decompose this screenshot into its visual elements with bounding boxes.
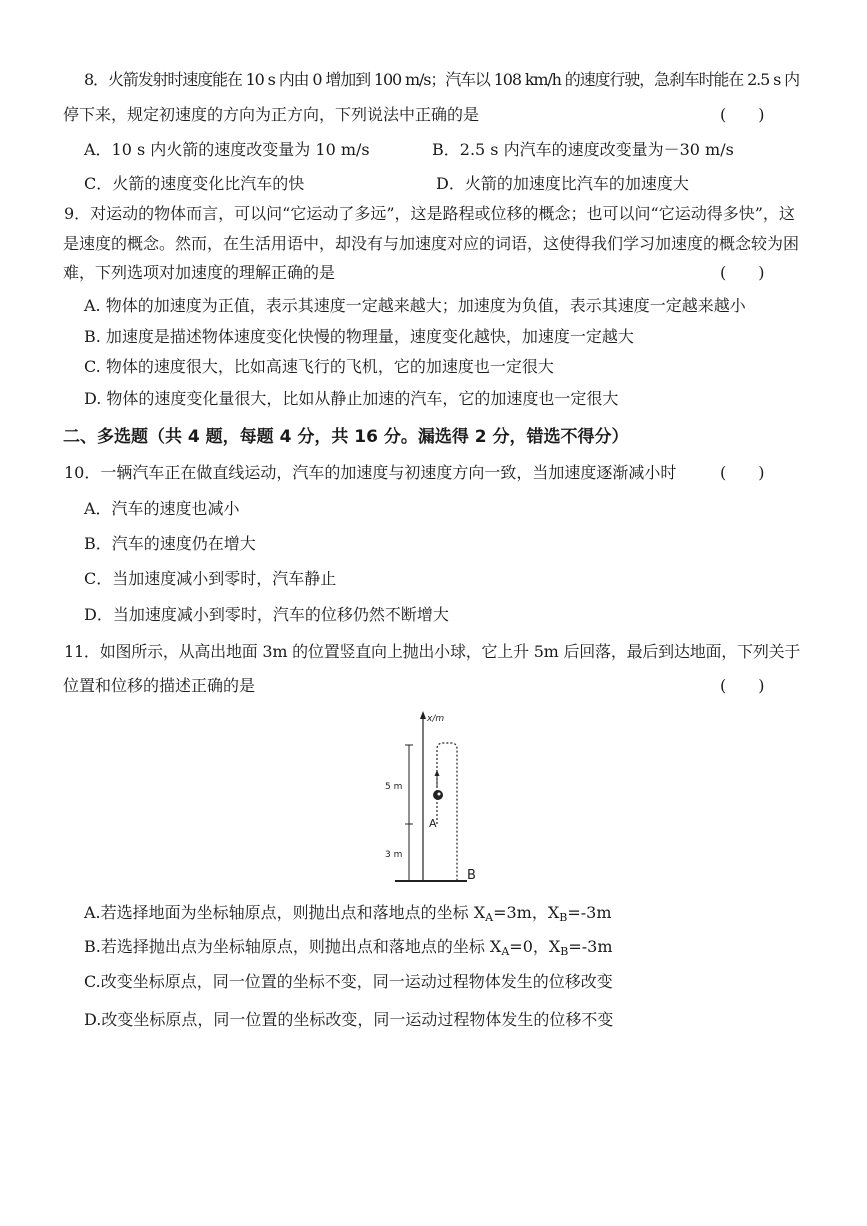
q11-option-a-post: =-3m [567, 903, 612, 922]
label-5m: 5 m [385, 782, 403, 792]
axis-arrow-icon [420, 711, 426, 719]
q10-option-c: C．当加速度减小到零时，汽车静止 [84, 569, 337, 588]
trajectory-path [437, 743, 457, 881]
q10-option-d: D．当加速度减小到零时，汽车的位移仍然不断增大 [84, 605, 449, 624]
q11-option-b-pre: B.若选择抛出点为坐标轴原点，则抛出点和落地点的坐标 X [84, 937, 502, 956]
q11-option-a-sub-b: B [559, 911, 568, 924]
q8-answer-blank[interactable]: ( ) [720, 105, 765, 124]
q9-option-b: B. 加速度是描述物体速度变化快慢的物理量，速度变化越快，加速度一定越大 [84, 327, 634, 346]
axis-label: x/m [427, 714, 445, 724]
q11-option-a-sub-a: A [485, 911, 494, 924]
q11-option-b-sub-a: A [501, 945, 510, 958]
q9-answer-blank[interactable]: ( ) [720, 263, 765, 282]
q8-option-d: D．火箭的加速度比汽车的加速度大 [436, 174, 689, 193]
q10-answer-blank[interactable]: ( ) [720, 463, 765, 482]
q11-option-c: C.改变坐标原点，同一位置的坐标不变，同一运动过程物体发生的位移改变 [84, 972, 613, 991]
q11-option-a [84, 903, 612, 928]
q11-figure [385, 707, 485, 887]
q8-stem-line1: 8．火箭发射时速度能在 10 s 内由 0 增加到 100 m/s；汽车以 108 km/h 的速度行驶，急刹车时能在 2.5 s 内 [84, 70, 799, 89]
q11-option-a-pre: A.若选择地面为坐标轴原点，则抛出点和落地点的坐标 X [84, 903, 486, 922]
label-3m: 3 m [385, 850, 403, 860]
q9-stem-line3: 难，下列选项对加速度的理解正确的是 [63, 263, 336, 282]
q11-stem-line2: 位置和位移的描述正确的是 [63, 676, 256, 695]
q10-option-b: B．汽车的速度仍在增大 [84, 534, 256, 553]
q11-answer-blank[interactable]: ( ) [720, 676, 765, 695]
q11-option-d: D.改变坐标原点，同一位置的坐标改变，同一运动过程物体发生的位移不变 [84, 1010, 614, 1029]
q10-option-a: A．汽车的速度也减小 [84, 499, 240, 518]
q10-stem: 10．一辆汽车正在做直线运动，汽车的加速度与初速度方向一致，当加速度逐渐减小时 [64, 463, 677, 482]
q11-option-b-sub-b: B [560, 945, 569, 958]
q11-stem-line1: 11．如图所示，从高出地面 3m 的位置竖直向上抛出小球，它上升 5m 后回落，最后到达地面，下列关于 [64, 642, 801, 661]
q9-option-a: A. 物体的加速度为正值，表示其速度一定越来越大；加速度为负值，表示其速度一定越来越小 [84, 296, 746, 315]
label-a: A [429, 817, 437, 830]
q8-option-b: B．2.5 s 内汽车的速度改变量为－30 m/s [432, 140, 734, 159]
q11-option-b [84, 937, 613, 962]
upward-arrow-icon [435, 770, 440, 776]
q8-option-a: A．10 s 内火箭的速度改变量为 10 m/s [84, 140, 370, 159]
label-b: B [467, 868, 476, 883]
section-heading-multi-choice: 二、多选题（共 4 题，每题 4 分，共 16 分。漏选得 2 分，错选不得分） [63, 427, 629, 447]
ball-highlight [438, 793, 441, 796]
q11-option-b-mid: =0，X [509, 937, 561, 956]
q11-option-b-post: =-3m [568, 937, 613, 956]
q9-stem-line2: 是速度的概念。然而，在生活用语中，却没有与加速度对应的词语，这使得我们学习加速度的概念较为困 [63, 234, 800, 253]
q9-option-c: C. 物体的速度很大，比如高速飞行的飞机，它的加速度也一定很大 [84, 357, 554, 376]
q11-option-a-mid: =3m，X [493, 903, 560, 922]
q9-stem-line1: 9．对运动的物体而言，可以问“它运动了多远”，这是路程或位移的概念；也可以问“它运动得多快”，这 [64, 204, 795, 223]
q8-option-c: C．火箭的速度变化比汽车的快 [84, 174, 305, 193]
q8-stem-line2: 停下来，规定初速度的方向为正方向，下列说法中正确的是 [63, 105, 480, 124]
q9-option-d: D. 物体的速度变化量很大，比如从静止加速的汽车，它的加速度也一定很大 [84, 389, 619, 408]
